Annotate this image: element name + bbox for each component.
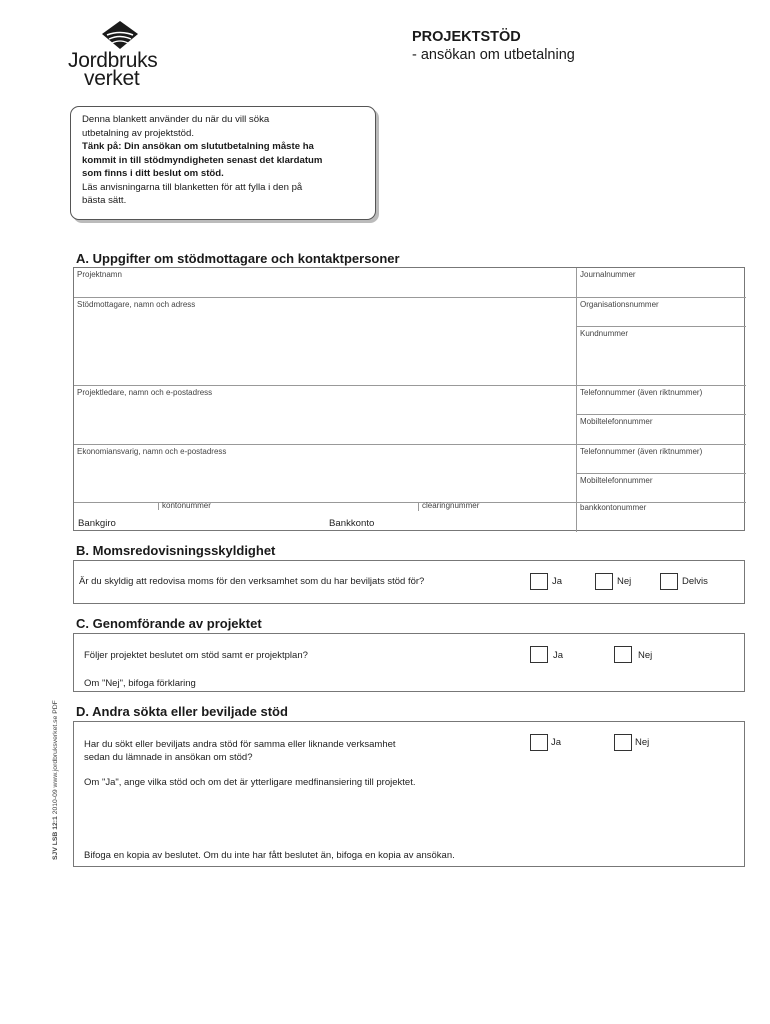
- leaf-logo-icon: [101, 20, 139, 50]
- andra-stod-nej-label: Nej: [635, 737, 650, 748]
- telefon2-field[interactable]: [576, 444, 746, 473]
- bankkontonummer-label: bankkontonummer: [580, 503, 647, 512]
- section-c-heading: C. Genomförande av projektet: [76, 616, 262, 631]
- projekt-question: Följer projektet beslutet om stöd samt er projektplan?: [84, 650, 308, 661]
- clearingnummer-tick: [418, 503, 576, 511]
- moms-ja-label: Ja: [552, 576, 563, 587]
- moms-ja-checkbox[interactable]: [530, 573, 548, 590]
- projektnamn-label: Projektnamn: [77, 270, 122, 279]
- info-box: [70, 106, 376, 220]
- moms-question: Är du skyldig att redovisa moms för den verksamhet som du har beviljats stöd för?: [79, 576, 425, 587]
- moms-nej-label: Nej: [617, 576, 632, 587]
- info-line4: bästa sätt.: [82, 195, 127, 206]
- bankkonto-label: Bankkonto: [329, 518, 375, 529]
- jordbruksverket-logo: [68, 20, 178, 92]
- info-bold1: Tänk på: Din ansökan om slututbetalning måste ha: [82, 141, 314, 152]
- section-a-table: [73, 267, 745, 531]
- projekt-ja-label: Ja: [553, 650, 564, 661]
- projektnamn-field[interactable]: [74, 268, 576, 297]
- info-line1: Denna blankett använder du när du vill söka: [82, 114, 270, 125]
- projekt-ja-checkbox[interactable]: [530, 646, 548, 663]
- projektledare-field[interactable]: [74, 385, 576, 444]
- mobil1-field[interactable]: [576, 414, 746, 444]
- bankgiro-label: Bankgiro: [78, 518, 116, 529]
- info-bold2: kommit in till stödmyndigheten senast det klardatum: [82, 154, 323, 166]
- ekonomiansvarig-field[interactable]: [74, 444, 576, 502]
- mobil1-label: Mobiltelefonnummer: [580, 417, 653, 426]
- clearingnummer-label: clearingnummer: [422, 501, 480, 510]
- mobil2-field[interactable]: [576, 473, 746, 502]
- andra-stod-ja-checkbox[interactable]: [530, 734, 548, 751]
- stodmottagare-label: Stödmottagare, namn och adress: [77, 300, 196, 309]
- andra-stod-note: Om "Ja", ange vilka stöd och om det är ytterligare medfinansiering till projektet.: [84, 777, 416, 788]
- moms-nej-checkbox[interactable]: [595, 573, 613, 590]
- info-line2: utbetalning av projektstöd.: [82, 127, 195, 139]
- andra-stod-nej-checkbox[interactable]: [614, 734, 632, 751]
- journalnummer-label: Journalnummer: [580, 270, 636, 279]
- telefon1-field[interactable]: [576, 385, 746, 414]
- andra-stod-footer: Bifoga en kopia av beslutet. Om du inte har fått beslutet än, bifoga en kopia av ansökan.: [84, 850, 455, 861]
- telefon1-label: Telefonnummer (även riktnummer): [580, 388, 703, 397]
- form-date-url: 2010-09 www.jordbruksverket.se PDF: [52, 700, 59, 815]
- info-line3: Läs anvisningarna till blanketten för att fylla i den på: [82, 181, 303, 193]
- section-a-heading: A. Uppgifter om stödmottagare och kontaktpersoner: [76, 251, 400, 266]
- info-bold3: som finns i ditt beslut om stöd.: [82, 168, 224, 179]
- ekonomiansvarig-label: Ekonomiansvarig, namn och e-postadress: [77, 447, 227, 456]
- kontonummer-tick: [158, 502, 326, 510]
- document-title: [412, 28, 575, 64]
- projektledare-label: Projektledare, namn och e-postadress: [77, 388, 213, 397]
- moms-delvis-label: Delvis: [682, 576, 708, 587]
- logo-line1: Jordbruks: [68, 49, 158, 72]
- organisationsnummer-label: Organisationsnummer: [580, 300, 659, 309]
- title-subtitle: - ansökan om utbetalning: [412, 47, 575, 63]
- mobil2-label: Mobiltelefonnummer: [580, 476, 653, 485]
- section-d-heading: D. Andra sökta eller beviljade stöd: [76, 704, 288, 719]
- moms-delvis-checkbox[interactable]: [660, 573, 678, 590]
- stodmottagare-field[interactable]: [74, 297, 576, 385]
- kontonummer-label: kontonummer: [162, 501, 211, 510]
- form-code: SJV LSB 12:1: [52, 816, 59, 860]
- andra-stod-q1: Har du sökt eller beviljats andra stöd för samma eller liknande verksamhet: [84, 739, 396, 750]
- andra-stod-ja-label: Ja: [551, 737, 562, 748]
- andra-stod-question: [84, 739, 396, 764]
- title-main: PROJEKTSTÖD: [412, 29, 521, 45]
- andra-stod-q2: sedan du lämnade in ansökan om stöd?: [84, 751, 253, 763]
- organisationsnummer-field[interactable]: [576, 297, 746, 326]
- kundnummer-label: Kundnummer: [580, 329, 629, 338]
- section-b-heading: B. Momsredovisningsskyldighet: [76, 543, 276, 558]
- form-code-side-text: [52, 700, 59, 860]
- projekt-nej-checkbox[interactable]: [614, 646, 632, 663]
- kundnummer-field[interactable]: [576, 326, 746, 385]
- journalnummer-field[interactable]: [576, 268, 746, 297]
- logo-line2: verket: [84, 67, 140, 90]
- projekt-nej-label: Nej: [638, 650, 653, 661]
- bankkontonummer-field[interactable]: [576, 502, 746, 532]
- projekt-note: Om "Nej", bifoga förklaring: [84, 678, 196, 689]
- telefon2-label: Telefonnummer (även riktnummer): [580, 447, 703, 456]
